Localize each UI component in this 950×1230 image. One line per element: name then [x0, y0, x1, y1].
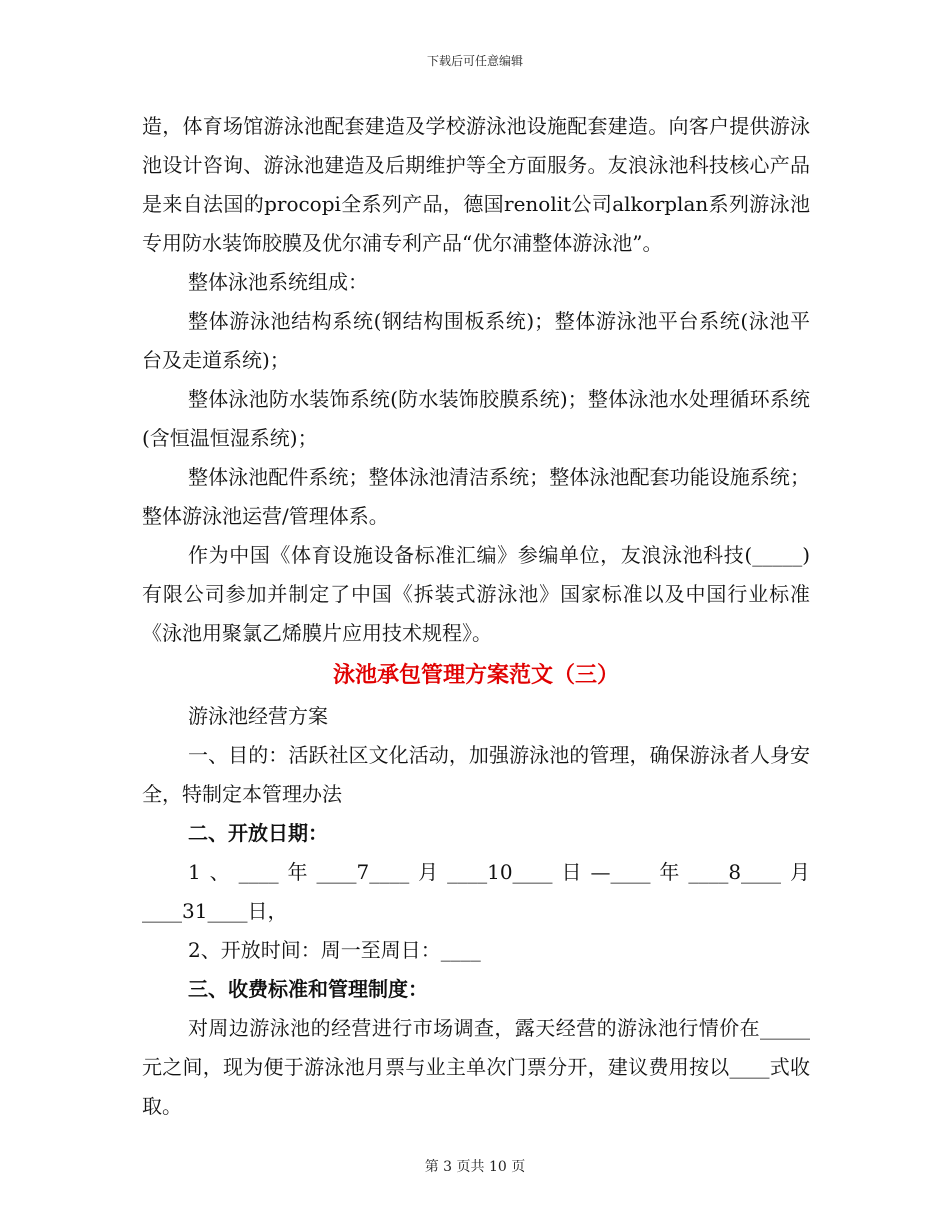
- paragraph-structure-system: 整体游泳池结构系统(钢结构围板系统)；整体游泳池平台系统(泳池平台及走道系统)；: [142, 309, 810, 372]
- paragraph-continuation: 造，体育场馆游泳池配套建造及学校游泳池设施配套建造。向客户提供游泳池设计咨询、游泳池建造及后期维护等全方面服务。友浪泳池科技核心产品是来自法国的procopi全系列产品，德国renolit公司alkorplan系列游泳池专用防水装饰胶膜及优尔浦专利产品“优尔浦整体游泳池”。: [142, 114, 810, 255]
- paragraph-fees: 对周边游泳池的经营进行市场调查，露天经营的游泳池行情价在_____元之间，现为便于游泳池月票与业主单次门票分开，建议费用按以____式收取。: [142, 1016, 810, 1118]
- paragraph-purpose: 一、目的：活跃社区文化活动，加强游泳池的管理，确保游泳者人身安全，特制定本管理办法: [142, 743, 810, 806]
- paragraph-accessory-system: 整体泳池配件系统；整体泳池清洁系统；整体泳池配套功能设施系统；整体游泳池运营/管理体系。: [142, 465, 810, 528]
- paragraph-standards: 作为中国《体育设施设备标准汇编》参编单位，友浪泳池科技(_____)有限公司参加并制定了中国《拆装式游泳池》国家标准以及中国行业标准《泳池用聚氯乙烯膜片应用技术规程》。: [142, 543, 810, 645]
- section-title: 泳池承包管理方案范文（三）: [332, 662, 619, 688]
- heading-fees: 三、收费标准和管理制度：: [188, 977, 428, 1001]
- paragraph-waterproof-system: 整体泳池防水装饰系统(防水装饰胶膜系统)；整体泳池水处理循环系统(含恒温恒湿系统)；: [142, 387, 810, 450]
- paragraph-date-range: 1、____年____7____月____10____日—____年____8____月____31____日，: [142, 860, 810, 923]
- heading-open-dates: 二、开放日期：: [188, 821, 328, 845]
- paragraph-plan-title: 游泳池经营方案: [188, 704, 328, 728]
- document-body: [142, 107, 810, 1126]
- page-header: 下载后可任意编辑: [426, 54, 523, 68]
- page-footer: 第 3 页共 10 页: [424, 1159, 526, 1175]
- paragraph-open-hours: 2、开放时间：周一至周日：____: [188, 938, 481, 962]
- paragraph-system-heading: 整体泳池系统组成：: [188, 270, 368, 294]
